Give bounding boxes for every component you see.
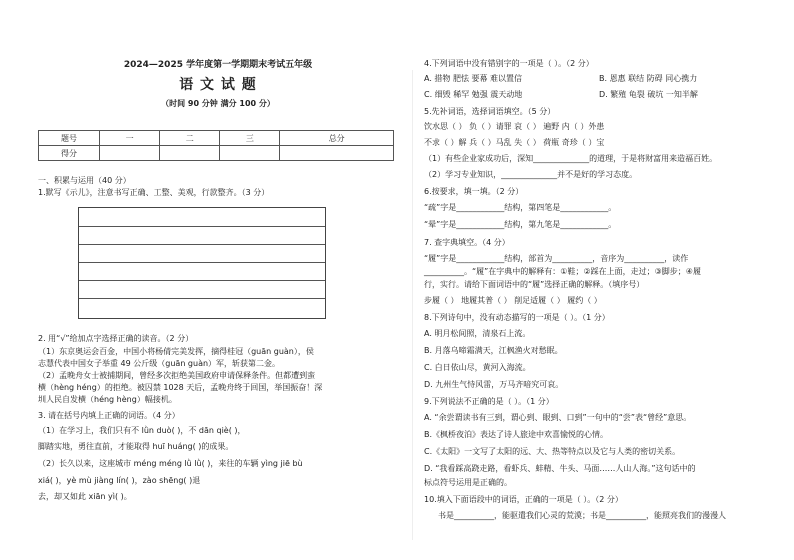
- question-8: 8.下列诗句中，没有动态描写的一项是（ ）。（1 分）: [424, 313, 610, 322]
- q7-row-3: 行，实行。请给下面词语中的“履”选择正确的解释。（填序号）: [424, 280, 645, 289]
- writing-line: [79, 226, 325, 227]
- q6-row-2: “晕”字是____________结构，第九笔是____________。: [424, 220, 617, 229]
- writing-line: [79, 280, 325, 281]
- question-6: 6.按要求，填一填。（2 分）: [424, 187, 524, 196]
- question-10: 10.填入下面语段中的词语，正确的一项是（ ）。（2 分）: [424, 495, 623, 504]
- writing-line: [79, 262, 325, 263]
- question-5: 5.先补词语，选择词语填空。（5 分）: [424, 107, 556, 116]
- score-table: [38, 130, 394, 161]
- q8-option-c: C. 白日依山尽，黄河入海流。: [424, 363, 531, 372]
- exam-title: 2024—2025 学年度第一学期期末考试五年级: [123, 60, 313, 70]
- q9-option-b: B.《枫桥夜泊》表达了诗人旅途中欢喜愉悦的心情。: [424, 430, 609, 439]
- right-column: [424, 0, 769, 560]
- q3-part-2-line-3: 去，却又如此 xiān yì( )。: [38, 492, 132, 501]
- q4-option-c: C. 细毁 稀罕 勉强 震天动地: [424, 90, 523, 99]
- question-2: 2. 用“√”给加点字选择正确的读音。（2 分）: [38, 334, 194, 343]
- score-cell[interactable]: [220, 146, 280, 161]
- writing-line: [79, 298, 325, 299]
- question-9: 9.下列说法不正确的是（ ）。（1 分）: [424, 397, 554, 406]
- q4-option-b: B. 恩惠 联结 防碍 同心携力: [599, 74, 698, 83]
- question-4: 4.下列词语中没有错别字的一项是（ ）。（2 分）: [424, 59, 594, 68]
- score-header-cell: 题号: [39, 131, 100, 146]
- q4-option-a: A. 措物 肥怯 要幕 难以置信: [424, 74, 523, 83]
- q2-part-1-line-1: （1）东京奥运会百金，中国小将杨倩完美发挥，摘得桂冠（guān guàn），侯: [38, 347, 314, 356]
- question-3: 3. 请在括号内填上正确的词语。（4 分）: [38, 411, 180, 420]
- score-row-label: 得分: [39, 146, 100, 161]
- score-header-cell: 二: [160, 131, 220, 146]
- q5-row-1: 饮水思（ ） 负（ ）请罪 哀（ ） 遍野 内（ ）外患: [424, 122, 605, 131]
- q7-row-2: __________。“履”在字典中的解释有：①鞋；②踩在上面，走过；③脚步；④履: [424, 267, 701, 276]
- section-1-heading: 一、积累与运用（40 分）: [38, 176, 131, 185]
- score-cell[interactable]: [160, 146, 220, 161]
- q9-option-d-line-1: D. “我看踩高跷走路，看虾兵、蚌精、牛头、马面……人山人海。”这句话中的: [424, 464, 696, 473]
- column-divider: [412, 70, 413, 540]
- question-7: 7. 查字典填空。（4 分）: [424, 238, 510, 247]
- q6-row-1: “疏”字是____________结构，第四笔是____________。: [424, 203, 617, 212]
- q3-part-1-line-1: （1）在学习上，我们只有不 lǜn duò( )，不 dān qiè( )，: [38, 426, 246, 435]
- q3-part-1-line-2: 脚踏实地，勇往直前，才能取得 huī huáng( )的成果。: [38, 442, 234, 451]
- q7-row-1: “履”字是____________结构，部首为__________，音序为__________，读作: [424, 254, 689, 263]
- writing-grid[interactable]: [78, 207, 326, 319]
- subject-title: 语 文 试 题: [179, 77, 257, 93]
- q2-part-1-line-2: 志慧代表中国女子举重 49 公斤级（guān guàn）军，斩获第二金。: [38, 359, 281, 368]
- writing-line: [79, 244, 325, 245]
- q9-option-c: C.《太阳》一文写了太阳的远、大、热等特点以及它与人类的密切关系。: [424, 447, 681, 456]
- q3-part-2-line-2: xiá( )，yè mù jiàng lín( )，zào shēng( )退: [38, 476, 201, 485]
- q7-row-4: 步履（ ） 地履其普（ ） 削足适履（ ） 履约（ ）: [424, 296, 602, 305]
- q8-option-d: D. 九州生气恃风雷，万马齐喑究可哀。: [424, 380, 564, 389]
- q2-part-2-line-1: （2）孟晚舟女士被捕期间，曾经多次拒绝美国政府申请保释条件。但都遭到蛮: [38, 371, 316, 380]
- q9-option-d-line-2: 标点符号运用是正确的。: [424, 478, 512, 487]
- q2-part-2-line-3: 圳人民自发横（héng hèng）幅接机。: [38, 395, 177, 404]
- q2-part-2-line-2: 横（hèng héng）的拒绝。被囚禁 1028 天后，孟晚舟终于回国，举国振奋！深: [38, 383, 323, 392]
- q8-option-b: B. 月落乌啼霜满天，江枫渔火对愁眠。: [424, 346, 563, 355]
- score-header-cell: 三: [220, 131, 280, 146]
- question-1: 1.默写《示儿》，注意书写正确、工整、美观，行款整齐。（3 分）: [38, 188, 270, 197]
- time-info: （时间 90 分钟 满分 100 分）: [161, 99, 275, 108]
- score-header-cell: 总分: [280, 131, 394, 146]
- q5-sentence-2: （2）学习专业知识，______________并不是好的学习态度。: [424, 170, 638, 179]
- score-cell[interactable]: [280, 146, 394, 161]
- q8-option-a: A. 明月松间照，清泉石上流。: [424, 329, 531, 338]
- left-column: [38, 0, 398, 560]
- q4-option-d: D. 繁殖 龟裂 破坑 一知半解: [599, 90, 698, 99]
- q10-row-1: 书是__________，能驱遣我们心灵的荒漠；书是__________，能照亮我们的漫漫人: [438, 511, 726, 520]
- score-cell[interactable]: [100, 146, 160, 161]
- q5-sentence-1: （1）有些企业家成功后，深知______________的道理，于是将财富用来造福百姓。: [424, 154, 718, 163]
- score-table-score-row: [39, 146, 394, 161]
- q5-row-2: 不求（ ）解 兵（ ）马乱 失（ ） 荷瓶 奇珍（ ）宝: [424, 138, 605, 147]
- score-header-cell: 一: [100, 131, 160, 146]
- q3-part-2-line-1: （2）长久以来，这座城市 méng méng lǜ lǜ( )，来往的车辆 yìng jiē bù: [38, 459, 303, 468]
- q9-option-a: A. “余尝谓读书有三到，谓心到、眼到、口到”一句中的“尝”表“曾经”意思。: [424, 413, 692, 422]
- score-table-header-row: [39, 131, 394, 146]
